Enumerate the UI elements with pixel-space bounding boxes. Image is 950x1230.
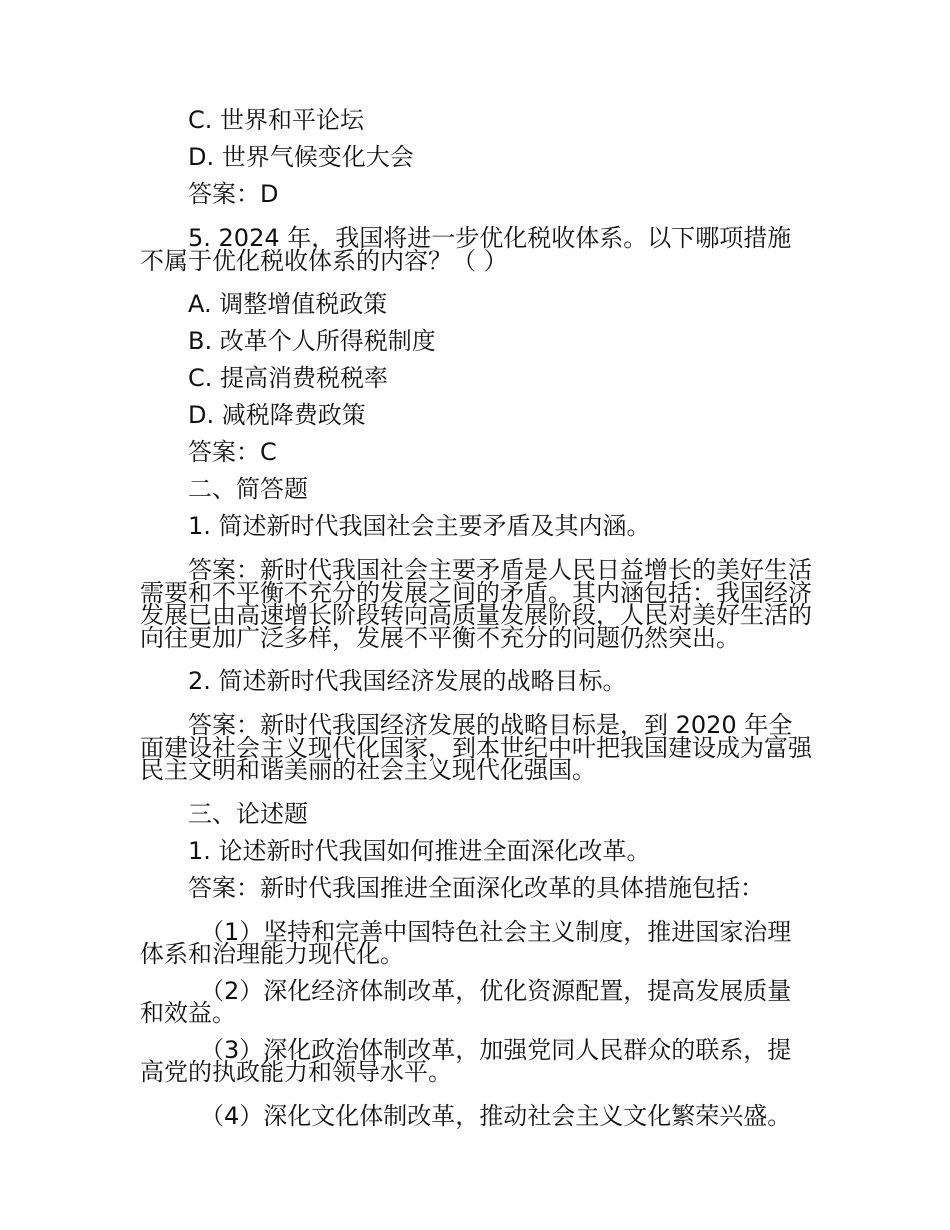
short-answer-1: 答案：新时代我国社会主要矛盾是人民日益增长的美好生活需要和不平衡不充分的发展之间的矛盾。其内涵包括：我国经济发展已由高速增长阶段转向高质量发展阶段，人民对美好生活的向往更加广泛多样，发展不平衡不充分的问题仍然突出。 bbox=[140, 556, 812, 652]
essay-answer-intro: 答案：新时代我国推进全面深化改革的具体措施包括： bbox=[188, 873, 764, 902]
short-answer-2: 答案：新时代我国经济发展的战略目标是，到 2020 年全面建设社会主义现代化国家，到本世纪中叶把我国建设成为富强民主文明和谐美丽的社会主义现代化强国。 bbox=[140, 711, 812, 784]
section-heading: 三、论述题 bbox=[188, 799, 308, 828]
document-body bbox=[140, 102, 812, 1135]
essay-point-1: （1）坚持和完善中国特色社会主义制度，推进国家治理体系和治理能力现代化。 bbox=[140, 917, 792, 968]
essay-point-3: （3）深化政治体制改革，加强党同人民群众的联系，提高党的执政能力和领导水平。 bbox=[140, 1035, 792, 1086]
short-question-2: 2. 简述新时代我国经济发展的战略目标。 bbox=[188, 667, 627, 695]
option-d-line: D. 世界气候变化大会 bbox=[188, 143, 414, 171]
answer-line: 答案：C bbox=[188, 438, 277, 466]
option-d-line: D. 减税降费政策 bbox=[188, 401, 366, 429]
option-c-line: C. 提高消费税税率 bbox=[188, 364, 389, 392]
question-5: 5. 2024 年，我国将进一步优化税收体系。以下哪项措施不属于优化税收体系的内容？（ ） bbox=[140, 224, 792, 275]
option-c-line: C. 世界和平论坛 bbox=[188, 106, 365, 134]
essay-point-2: （2）深化经济体制改革，优化资源配置，提高发展质量和效益。 bbox=[140, 976, 792, 1027]
section-heading: 二、简答题 bbox=[188, 475, 308, 503]
essay-question-1: 1. 论述新时代我国如何推进全面深化改革。 bbox=[188, 836, 651, 865]
short-question-1: 1. 简述新时代我国社会主要矛盾及其内涵。 bbox=[188, 512, 651, 540]
option-a-line: A. 调整增值税政策 bbox=[188, 290, 388, 318]
essay-point-4: （4）深化文化体制改革，推动社会主义文化繁荣兴盛。 bbox=[200, 1101, 792, 1130]
option-b-line: B. 改革个人所得税制度 bbox=[188, 327, 436, 355]
answer-line: 答案：D bbox=[188, 180, 279, 208]
